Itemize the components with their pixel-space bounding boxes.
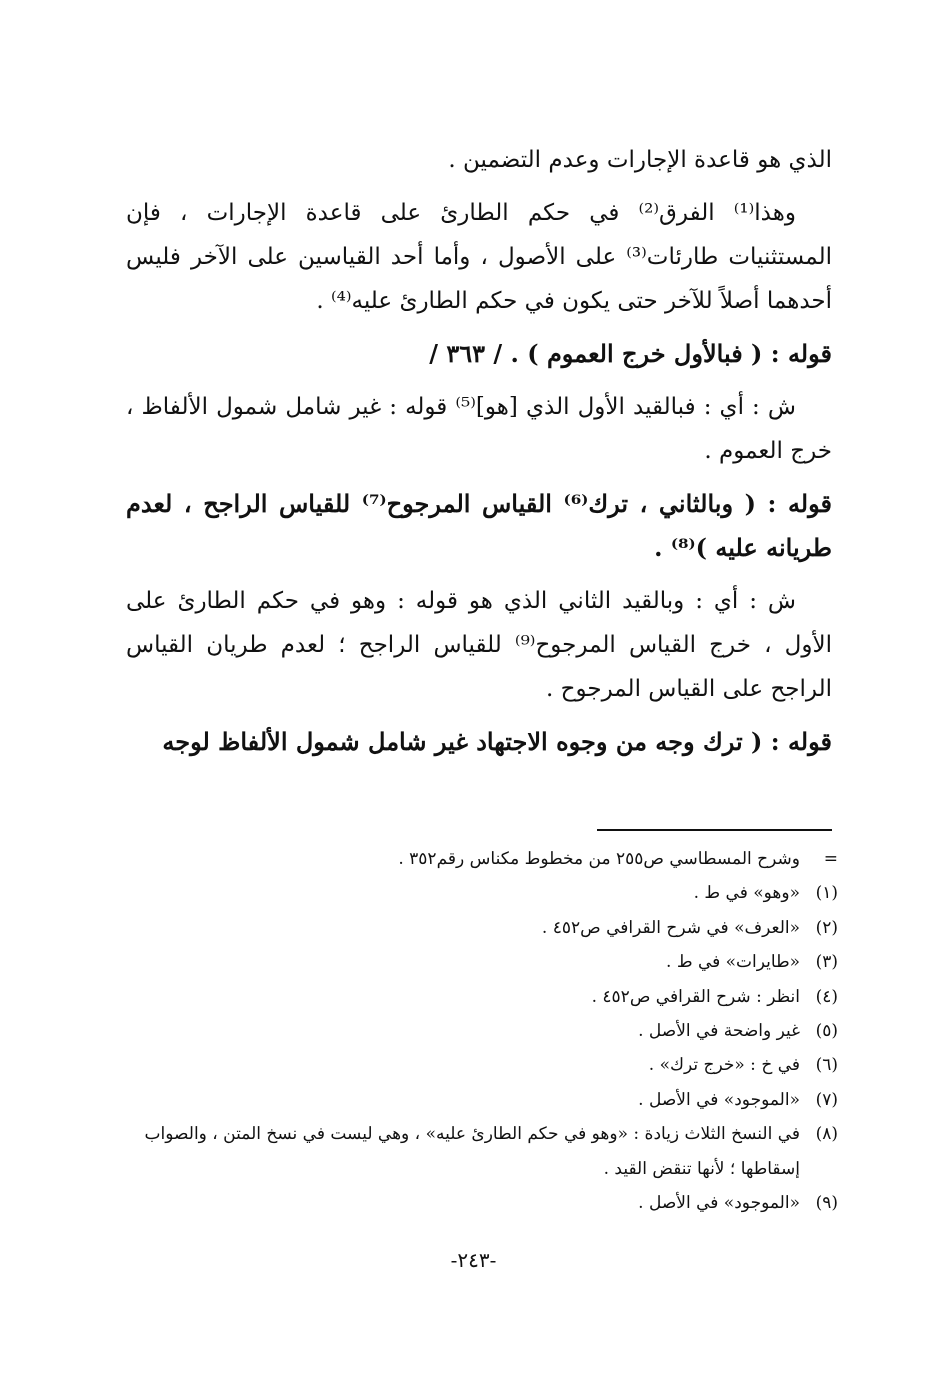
footnote-number: (٦) [815,1055,838,1076]
paragraph-3: ش : أي : فبالقيد الأول الذي [هو]⁽⁵⁾ قوله : غير شامل شمول الألفاظ ، خرج العموم . [126,394,832,464]
quote-heading-2: قوله : ( وبالثاني ، ترك⁽⁶⁾ القياس المرجوح⁽⁷⁾ للقياس الراجح ، لعدم طريانه عليه )⁽⁸⁾ . [126,489,832,562]
footnote-4 [126,980,838,1014]
paragraph-4: ش : أي : وبالقيد الثاني الذي هو قوله : وهو في حكم الطارئ على الأول ، خرج القياس المرجوح⁽⁹⁾ للقياس الراجح ؛ لعدم طريان القياس الراجح على القياس المرجوح . [126,588,833,702]
footnote-text: انظر : شرح القرافي ص٤٥٢ . [591,986,800,1007]
footnote-separator [597,829,832,831]
footnote-number: (٨) [815,1124,838,1145]
footnote-7 [126,1083,838,1117]
footnote-number: (٩) [815,1193,838,1214]
footnote-8 [126,1117,838,1186]
footnote-3 [126,945,838,979]
footnote-9 [126,1186,838,1220]
footnote-text: في خ : «خرج ترك» . [648,1055,800,1076]
footnote-number: (٧) [815,1089,838,1110]
footnote-number: (٥) [815,1021,838,1042]
footnote-number: (٤) [815,986,838,1007]
footnote-6 [126,1048,838,1082]
footnote-1 [126,876,838,910]
footnote-continued [126,842,838,876]
quote-heading-3: قوله : ( ترك وجه من وجوه الاجتهاد غير شامل شمول الألفاظ لوجه [162,727,832,756]
footnote-5 [126,1014,838,1048]
footnote-text: «العرف» في شرح القرافي ص٤٥٢ . [541,917,800,938]
footnote-marker: = [823,849,838,869]
paragraph-1: الذي هو قاعدة الإجارات وعدم التضمين . [448,147,832,173]
page-number: -٢٤٣- [450,1248,497,1272]
main-text [126,138,832,773]
footnote-text: «الموجود» في الأصل . [638,1089,800,1110]
quote-heading-1: قوله : ( فبالأول خرج العموم ) . / ٣٦٣ / [429,339,832,368]
footnote-text: «الموجود» في الأصل . [638,1193,800,1214]
footnote-text: «طايرات» في ط . [666,952,800,973]
paragraph-2: وهذا⁽¹⁾ الفرق⁽²⁾ في حكم الطارئ على قاعدة الإجارات ، فإن المستثنيات طارئات⁽³⁾ على الأصول ، وأما أحد القياسين على الآخر فليس أحدهما أصلاً للآخر حتى يكون في حكم الطارئ عليه⁽⁴⁾ . [126,200,833,314]
footnotes [126,842,838,1220]
footnote-number: (١) [815,883,838,904]
footnote-text: في النسخ الثلاث زيادة : «وهو في حكم الطارئ عليه» ، وهي ليست في نسخ المتن ، والصواب إسقاطها ؛ لأنها تنقض القيد . [144,1124,800,1179]
footnote-2 [126,911,838,945]
footnote-number: (٢) [815,917,838,938]
footnote-text: غير واضحة في الأصل . [638,1021,800,1042]
footnote-number: (٣) [815,952,838,973]
footnote-text: وشرح المسطاسي ص٢٥٥ من مخطوط مكناس رقم٣٥٢ . [398,849,800,869]
footnote-text: «وهو» في ط . [693,883,800,904]
